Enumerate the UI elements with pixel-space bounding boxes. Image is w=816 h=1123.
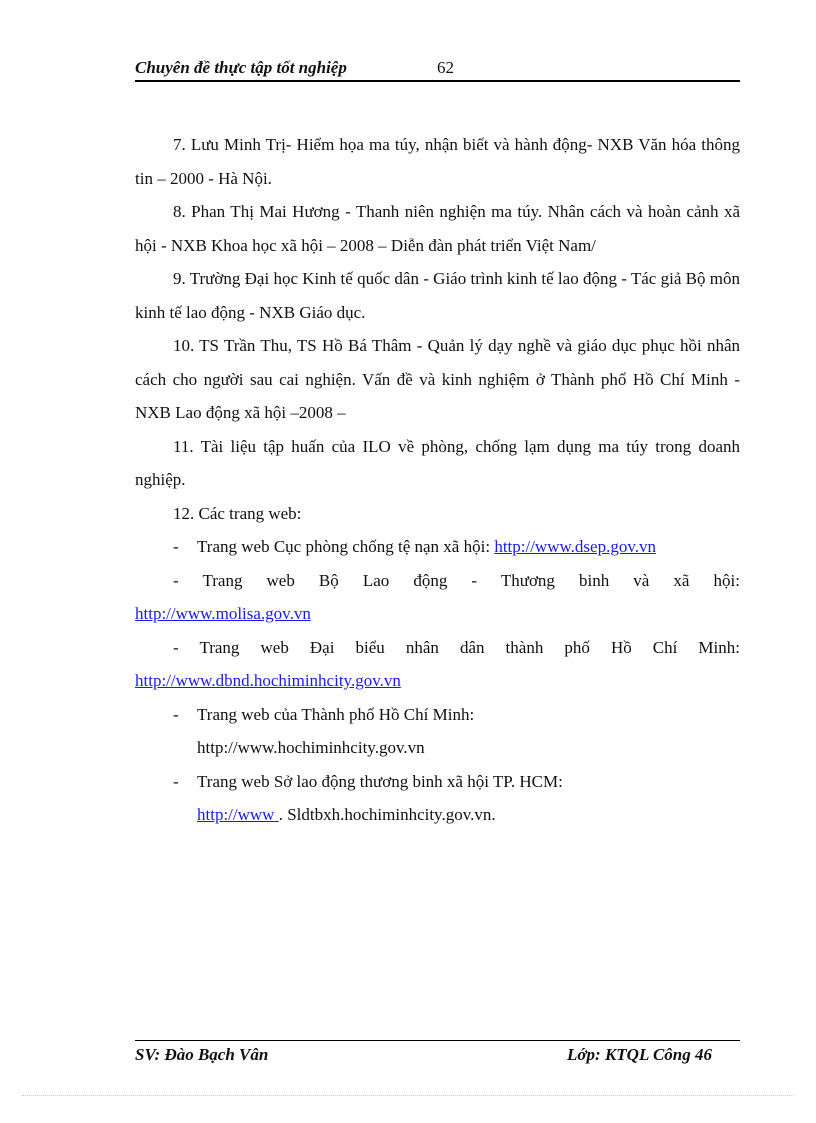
class-name: Lớp: KTQL Công 46: [567, 1045, 712, 1064]
website-item-3-label: [135, 631, 740, 665]
website-label: Trang web Sở lao động thương binh xã hội TP. HCM:: [197, 771, 563, 791]
website-link-molisa[interactable]: http://www.molisa.gov.vn: [135, 604, 311, 623]
bullet-dash: -: [173, 537, 179, 556]
reference-item-7: 7. Lưu Minh Trị- Hiểm họa ma túy, nhận biết và hành động- NXB Văn hóa thông tin – 2000 - Hà Nội.: [135, 135, 740, 188]
reference-item-10: 10. TS Trần Thu, TS Hồ Bá Thâm - Quản lý dạy nghề và giáo dục phục hồi nhân cách cho người sau cai nghiện. Vấn đề và kinh nghiệm ở Thành phố Hồ Chí Minh - NXB Lao động xã hội –2008 –: [135, 336, 740, 422]
page-bottom-edge: [22, 1095, 794, 1096]
website-link-dsep[interactable]: http://www.dsep.gov.vn: [494, 537, 656, 556]
student-name: SV: Đào Bạch Vân: [135, 1045, 269, 1064]
website-item-4-url: http://www.hochiminhcity.gov.vn: [197, 738, 425, 757]
website-item-3-url: [135, 664, 740, 698]
bullet-dash: -: [173, 704, 179, 724]
website-item-5-url: [135, 798, 740, 832]
website-label: Trang web Bộ Lao động - Thương binh và xã hội:: [202, 570, 740, 590]
reference-item-8: 8. Phan Thị Mai Hương - Thanh niên nghiện ma túy. Nhân cách và hoàn cảnh xã hội - NXB Khoa học xã hội – 2008 – Diễn đàn phát triển Việt Nam/: [135, 202, 740, 255]
bullet-dash: -: [173, 771, 179, 791]
website-url-rest: . Sldtbxh.hochiminhcity.gov.vn.: [278, 805, 496, 824]
website-link-sldtbxh[interactable]: http://www: [197, 805, 279, 824]
website-item-4: [135, 698, 740, 732]
reference-list: [135, 128, 740, 832]
reference-item-9: 9. Trường Đại học Kinh tế quốc dân - Giáo trình kinh tế lao động - Tác giả Bộ môn kinh tế lao động - NXB Giáo dục.: [135, 269, 740, 322]
websites-heading: 12. Các trang web:: [173, 503, 302, 523]
reference-item-11: 11. Tài liệu tập huấn của ILO về phòng, chống lạm dụng ma túy trong doanh nghiệp.: [135, 436, 740, 489]
page-header: [135, 58, 740, 82]
header-title: Chuyên đề thực tập tốt nghiệp: [135, 58, 347, 77]
website-item-1: [135, 530, 740, 564]
website-link-dbnd[interactable]: http://www.dbnd.hochiminhcity.gov.vn: [135, 671, 401, 690]
website-item-2-label: [135, 564, 740, 598]
website-label: Trang web của Thành phố Hồ Chí Minh:: [197, 704, 475, 724]
page-footer: [135, 1040, 740, 1067]
page-number: 62: [437, 58, 454, 77]
bullet-dash: -: [173, 570, 179, 590]
website-item-5: [135, 765, 740, 799]
website-label: Trang web Cục phòng chống tệ nạn xã hội:: [197, 537, 495, 556]
website-label: Trang web Đại biểu nhân dân thành phố Hồ Chí Minh:: [199, 637, 740, 657]
website-item-2-url: [135, 597, 740, 631]
bullet-dash: -: [173, 637, 179, 657]
